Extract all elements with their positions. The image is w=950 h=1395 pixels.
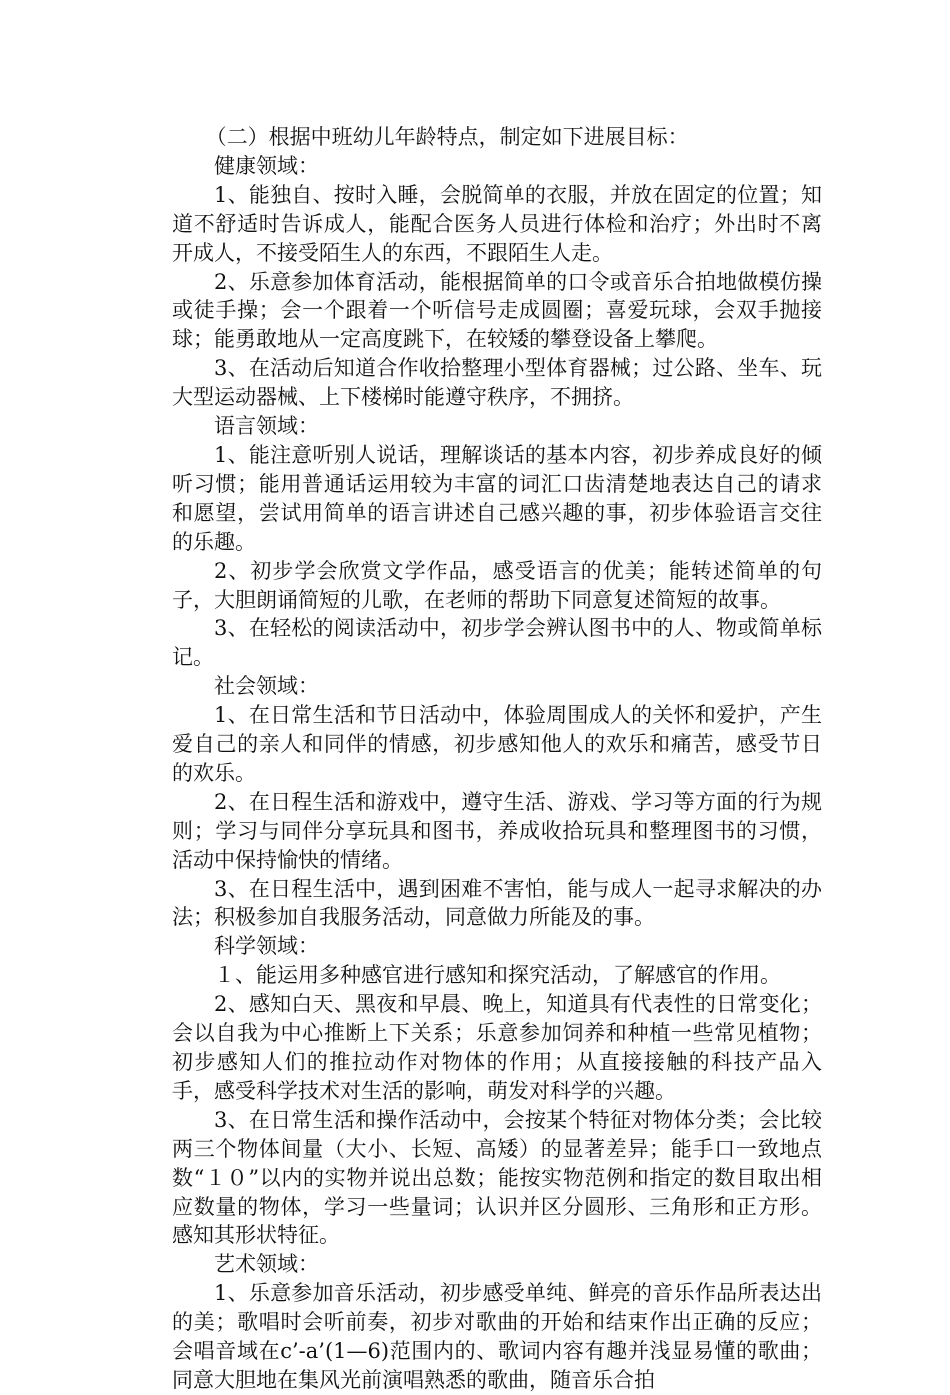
paragraph: １、能运用多种感官进行感知和探究活动，了解感官的作用。 (214, 963, 781, 988)
paragraph: 2、在日程生活和游戏中，遵守生活、游戏、学习等方面的行为规则；学习与同伴分享玩具和图书，养成收拾玩具和整理图书的习惯，活动中保持愉快的情绪。 (172, 789, 822, 872)
section-heading-art: 艺术领域： (214, 1252, 319, 1277)
section-heading-language: 语言领域： (214, 414, 319, 439)
section-heading-science: 科学领域： (214, 934, 319, 959)
paragraph: 1、乐意参加音乐活动，初步感受单纯、鲜亮的音乐作品所表达出的美；歌唱时会听前奏，初步对歌曲的开始和结束作出正确的反应；会唱音域在c’-a’(1—6)范围内的、歌词内容有趣并浅显易懂的歌曲；同意大胆地在集风光前演唱熟悉的歌曲，随音乐合拍 (172, 1281, 822, 1392)
paragraph: 3、在日程生活中，遇到困难不害怕，能与成人一起寻求解决的办法；积极参加自我服务活动，同意做力所能及的事。 (172, 876, 822, 930)
paragraph: 2、感知白天、黑夜和早晨、晚上，知道具有代表性的日常变化；会以自我为中心推断上下关系；乐意参加饲养和种植一些常见植物；初步感知人们的推拉动作对物体的作用；从直接接触的科技产品入手，感受科学技术对生活的影响，萌发对科学的兴趣。 (172, 992, 822, 1103)
paragraph: 3、在轻松的阅读活动中，初步学会辨认图书中的人、物或简单标记。 (172, 616, 822, 670)
paragraph: 2、初步学会欣赏文学作品，感受语言的优美；能转述简单的句子，大胆朗诵简短的儿歌，在老师的帮助下同意复述简短的故事。 (172, 558, 822, 612)
intro-line: （二）根据中班幼儿年龄特点，制定如下进展目标： (205, 125, 689, 149)
paragraph: 1、能独自、按时入睡，会脱简单的衣服，并放在固定的位置；知道不舒适时告诉成人，能配合医务人员进行体检和治疗；外出时不离开成人，不接受陌生人的东西，不跟陌生人走。 (172, 182, 822, 265)
paragraph: 2、乐意参加体育活动，能根据简单的口令或音乐合拍地做模仿操或徒手操；会一个跟着一个听信号走成圆圈；喜爱玩球，会双手抛接球；能勇敢地从一定高度跳下，在较矮的攀登设备上攀爬。 (172, 269, 822, 352)
paragraph: 3、在活动后知道合作收拾整理小型体育器械；过公路、坐车、玩大型运动器械、上下楼梯时能遵守秩序，不拥挤。 (172, 356, 822, 410)
section-heading-social: 社会领域： (214, 674, 319, 699)
paragraph: 1、在日常生活和节日活动中，体验周围成人的关怀和爱护，产生爱自己的亲人和同伴的情感，初步感知他人的欢乐和痛苦，感受节日的欢乐。 (172, 703, 822, 785)
paragraph: 1、能注意听别人说话，理解谈话的基本内容，初步养成良好的倾听习惯；能用普通话运用较为丰富的词汇口齿清楚地表达自己的请求和愿望，尝试用简单的语言讲述自己感兴趣的事，初步体验语言交往的乐趣。 (172, 442, 822, 554)
paragraph: 3、在日常生活和操作活动中，会按某个特征对物体分类；会比较两三个物体间量（大小、长短、高矮）的显著差异；能手口一致地点数“１０”以内的实物并说出总数；能按实物范例和指定的数目取出相应数量的物体，学习一些量词；认识并区分圆形、三角形和正方形。感知其形状特征。 (172, 1107, 822, 1248)
section-heading-health: 健康领域： (214, 153, 319, 178)
